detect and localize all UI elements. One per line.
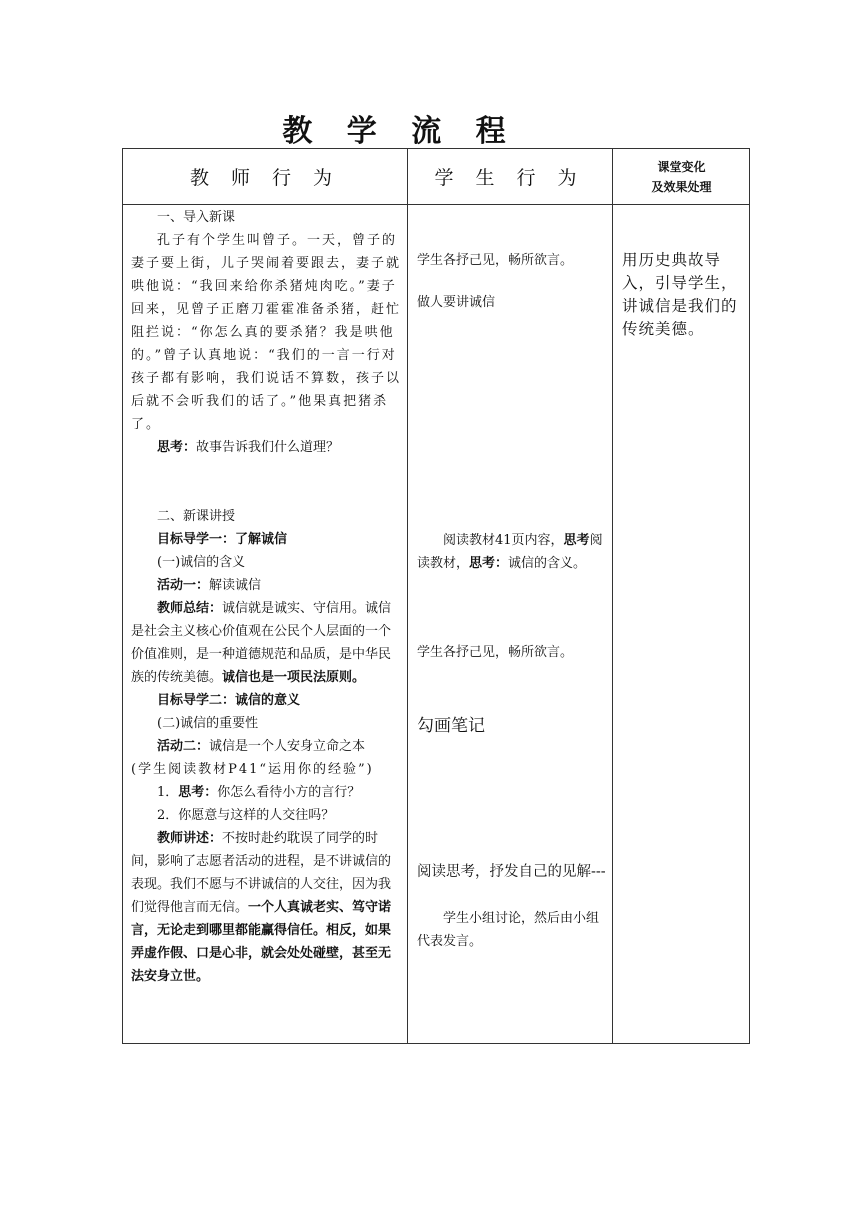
student-response-7: 学生小组讨论，然后由小组代表发言。 [417, 911, 600, 949]
lesson-flow-table [122, 148, 750, 1044]
header-effect-line1: 课堂变化 [657, 159, 706, 174]
question1-number: 1． [157, 785, 179, 800]
header-effect-line2: 及效果处理 [651, 179, 712, 194]
summary-bold: 诚信也是一项民法原则。 [222, 670, 366, 685]
question1 [131, 781, 401, 804]
student-response-3c: 阅读教材， [417, 533, 603, 571]
column-divider [612, 149, 613, 1043]
student-response-3d: 思考： [469, 556, 509, 571]
question2: 2．你愿意与这样的人交往吗？ [157, 808, 335, 823]
sub1-heading: (一)诚信的含义 [157, 555, 246, 570]
question1-label: 思考： [178, 785, 218, 800]
student-response-5: 勾画笔记 [417, 716, 485, 736]
activity1-label: 活动一： [157, 578, 210, 593]
section2-heading: 二、新课讲授 [157, 509, 236, 524]
lecture-label: 教师讲述： [157, 831, 223, 846]
header-student: 学 生 行 为 [434, 167, 585, 189]
question1-text: 你怎么看待小方的言行？ [217, 785, 361, 800]
think1-label: 思考： [157, 440, 197, 455]
student-response-6: 阅读思考，抒发自己的见解--- [417, 864, 606, 880]
lecture-bold: 一个人真诚老实、笃守诺言，无论走到哪里都能赢得信任。相反，如果弄虚作假、口是心非，就会处处碰壁，甚至无法安身立世。 [131, 900, 392, 984]
teacher-lecture [131, 827, 401, 988]
goal2-heading: 目标导学二：诚信的意义 [157, 693, 301, 708]
lecture-text: 不按时赴约耽误了同学的时间，影响了志愿者活动的进程，是不讲诚信的表现。我们不愿与不讲诚信的人交往，因为我们觉得他言而无信。 [131, 831, 392, 915]
page-title: 教 学 流 程 [282, 114, 518, 149]
student-response-3 [417, 529, 607, 575]
student-response-3b: 思考 [563, 533, 590, 548]
teacher-summary [131, 597, 401, 689]
think1-text: 故事告诉我们什么道理？ [196, 440, 340, 455]
summary-text: 诚信就是诚实、守信用。诚信是社会主义核心价值观在公民个人层面的一个价值准则，是一种道德规范和品质，是中华民族的传统美德。 [131, 601, 392, 685]
sub2-heading: (二)诚信的重要性 [157, 716, 259, 731]
header-divider [123, 204, 749, 205]
student-response-3e: 诚信的含义。 [508, 556, 587, 571]
goal1-heading: 目标导学一：了解诚信 [157, 532, 288, 547]
summary-label: 教师总结： [157, 601, 223, 616]
student-response-2: 做人要讲诚信 [417, 295, 496, 310]
activity2 [131, 735, 401, 758]
effect-remark: 用历史典故导入，引导学生，讲诚信是我们的传统美德。 [622, 251, 738, 338]
activity1-text: 解读诚信 [209, 578, 262, 593]
story-paragraph: 孔子有个学生叫曾子。一天，曾子的妻子要上街，儿子哭闹着要跟去，妻子就哄他说：“我回来给你杀猪炖肉吃。”妻子回来，见曾子正磨刀霍霍准备杀猪，赶忙阻拦说：“你怎么真的要杀猪？我是哄他的。”曾子认真地说：“我们的一言一行对孩子都有影响，我们说话不算数，孩子以后就不会听我们的话了。”他果真把猪杀了。 [131, 233, 402, 432]
student-response-1: 学生各抒己见，畅所欲言。 [417, 253, 574, 268]
header-effect [612, 149, 751, 204]
activity2-note: (学生阅读教材P41“运用你的经验”) [131, 762, 374, 777]
header-teacher: 教 师 行 为 [189, 167, 341, 189]
teacher-column [131, 206, 401, 988]
student-response-4: 学生各抒己见，畅所欲言。 [417, 645, 574, 660]
section1-heading: 一、导入新课 [157, 210, 236, 225]
student-response-3a: 阅读教材41页内容， [443, 533, 564, 548]
activity2-label: 活动二： [157, 739, 210, 754]
activity1 [131, 574, 401, 597]
activity2-text: 诚信是一个人安身立命之本 [209, 739, 366, 754]
think1 [131, 436, 401, 459]
column-divider [407, 149, 408, 1043]
